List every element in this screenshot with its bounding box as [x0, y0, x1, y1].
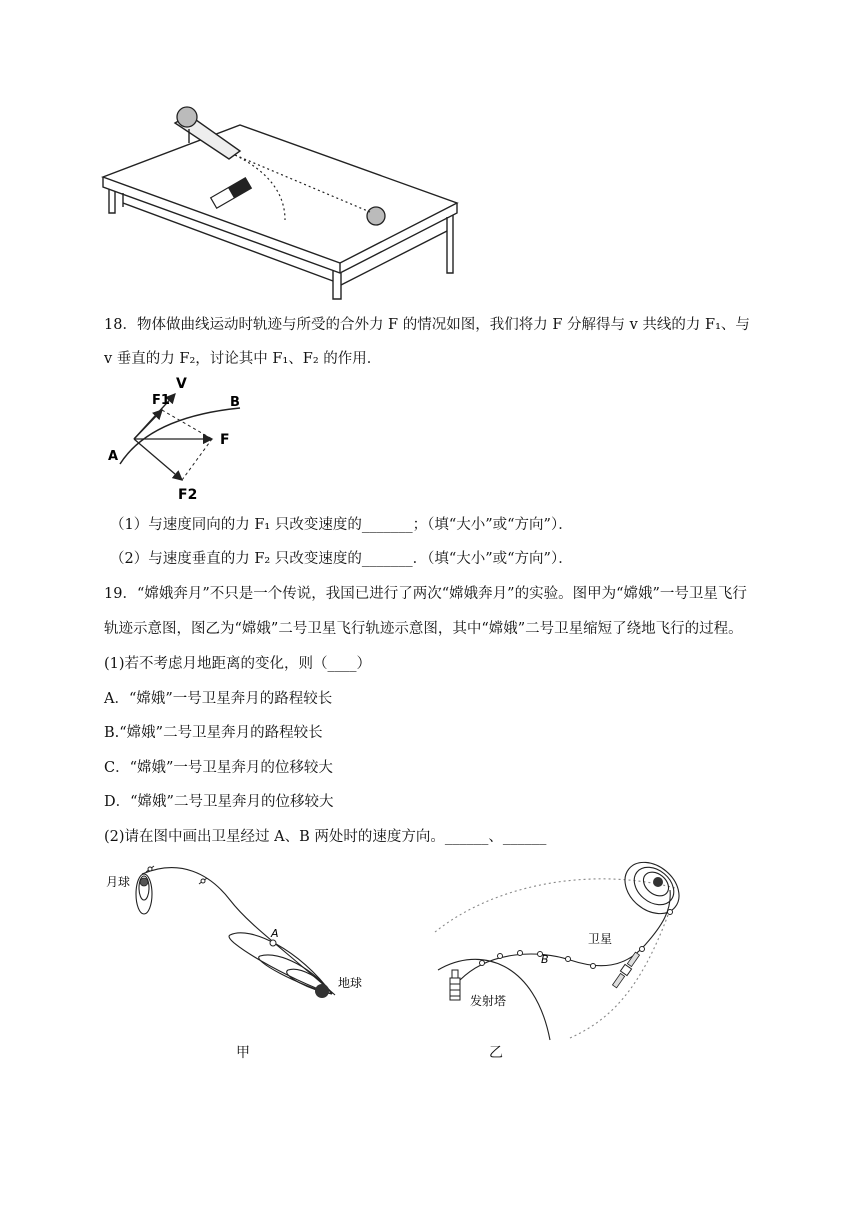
label-A: A	[108, 449, 119, 464]
table-magnet-illustration	[95, 95, 475, 305]
q19-option-c: C．“嫦娥”一号卫星奔月的位移较大	[104, 760, 333, 776]
q19-option-b: B.“嫦娥”二号卫星奔月的路程较长	[104, 725, 323, 741]
q18-sub2: （2）与速度垂直的力 F₂ 只改变速度的_______．（填“大小”或“方向”）．	[110, 551, 573, 567]
q18-sub1: （1）与速度同向的力 F₁ 只改变速度的_______；（填“大小”或“方向”）．	[110, 517, 573, 533]
label-tower: 发射塔	[470, 994, 507, 1008]
q19-part2: (2)请在图中画出卫星经过 A、B 两处时的速度方向。______、______	[104, 829, 547, 845]
ball-end	[367, 207, 385, 225]
q18-text-line1: 18．物体做曲线运动时轨迹与所受的合外力 F 的情况如图，我们将力 F 分解得与 v 共线的力 F₁、与	[104, 317, 750, 333]
force-decomposition-diagram	[100, 372, 260, 507]
label-moon: 月球	[106, 875, 131, 889]
chang-e-1-trajectory-diagram	[100, 860, 390, 1020]
q19-part1: (1)若不考虑月地距离的变化，则（____）	[104, 656, 372, 672]
label-B: B	[230, 395, 240, 410]
moon-icon-2	[653, 877, 663, 887]
q18-text-line2: v 垂直的力 F₂，讨论其中 F₁、F₂ 的作用．	[104, 351, 382, 367]
label-F2: F2	[178, 487, 198, 503]
satellite-icon	[611, 951, 640, 988]
launch-tower-icon	[450, 970, 460, 1000]
ball-start	[177, 107, 197, 127]
figure-jia-caption: 甲	[236, 1045, 250, 1061]
q19-option-d: D．“嫦娥”二号卫星奔月的位移较大	[104, 794, 334, 810]
point-A	[270, 940, 276, 946]
label-point-B: B	[541, 953, 549, 966]
figure-yi-caption: 乙	[489, 1045, 503, 1061]
label-satellite: 卫星	[588, 932, 613, 946]
label-F: F	[220, 432, 230, 448]
earth-icon	[315, 984, 329, 998]
label-point-A: A	[271, 927, 279, 940]
label-V: V	[176, 376, 187, 392]
q19-text-line2: 轨迹示意图，图乙为“嫦娥”二号卫星飞行轨迹示意图，其中“嫦娥”二号卫星缩短了绕地飞行的过程。	[104, 621, 743, 637]
q19-option-a: A．“嫦娥”一号卫星奔月的路程较长	[104, 691, 333, 707]
label-F1: F1	[152, 393, 170, 408]
chang-e-2-trajectory-diagram	[430, 850, 700, 1045]
moon-icon	[140, 878, 148, 886]
q19-text-line1: 19．“嫦娥奔月”不只是一个传说，我国已进行了两次“嫦娥奔月”的实验。图甲为“嫦娥”一号卫星飞行	[104, 586, 747, 602]
label-earth: 地球	[338, 976, 363, 990]
